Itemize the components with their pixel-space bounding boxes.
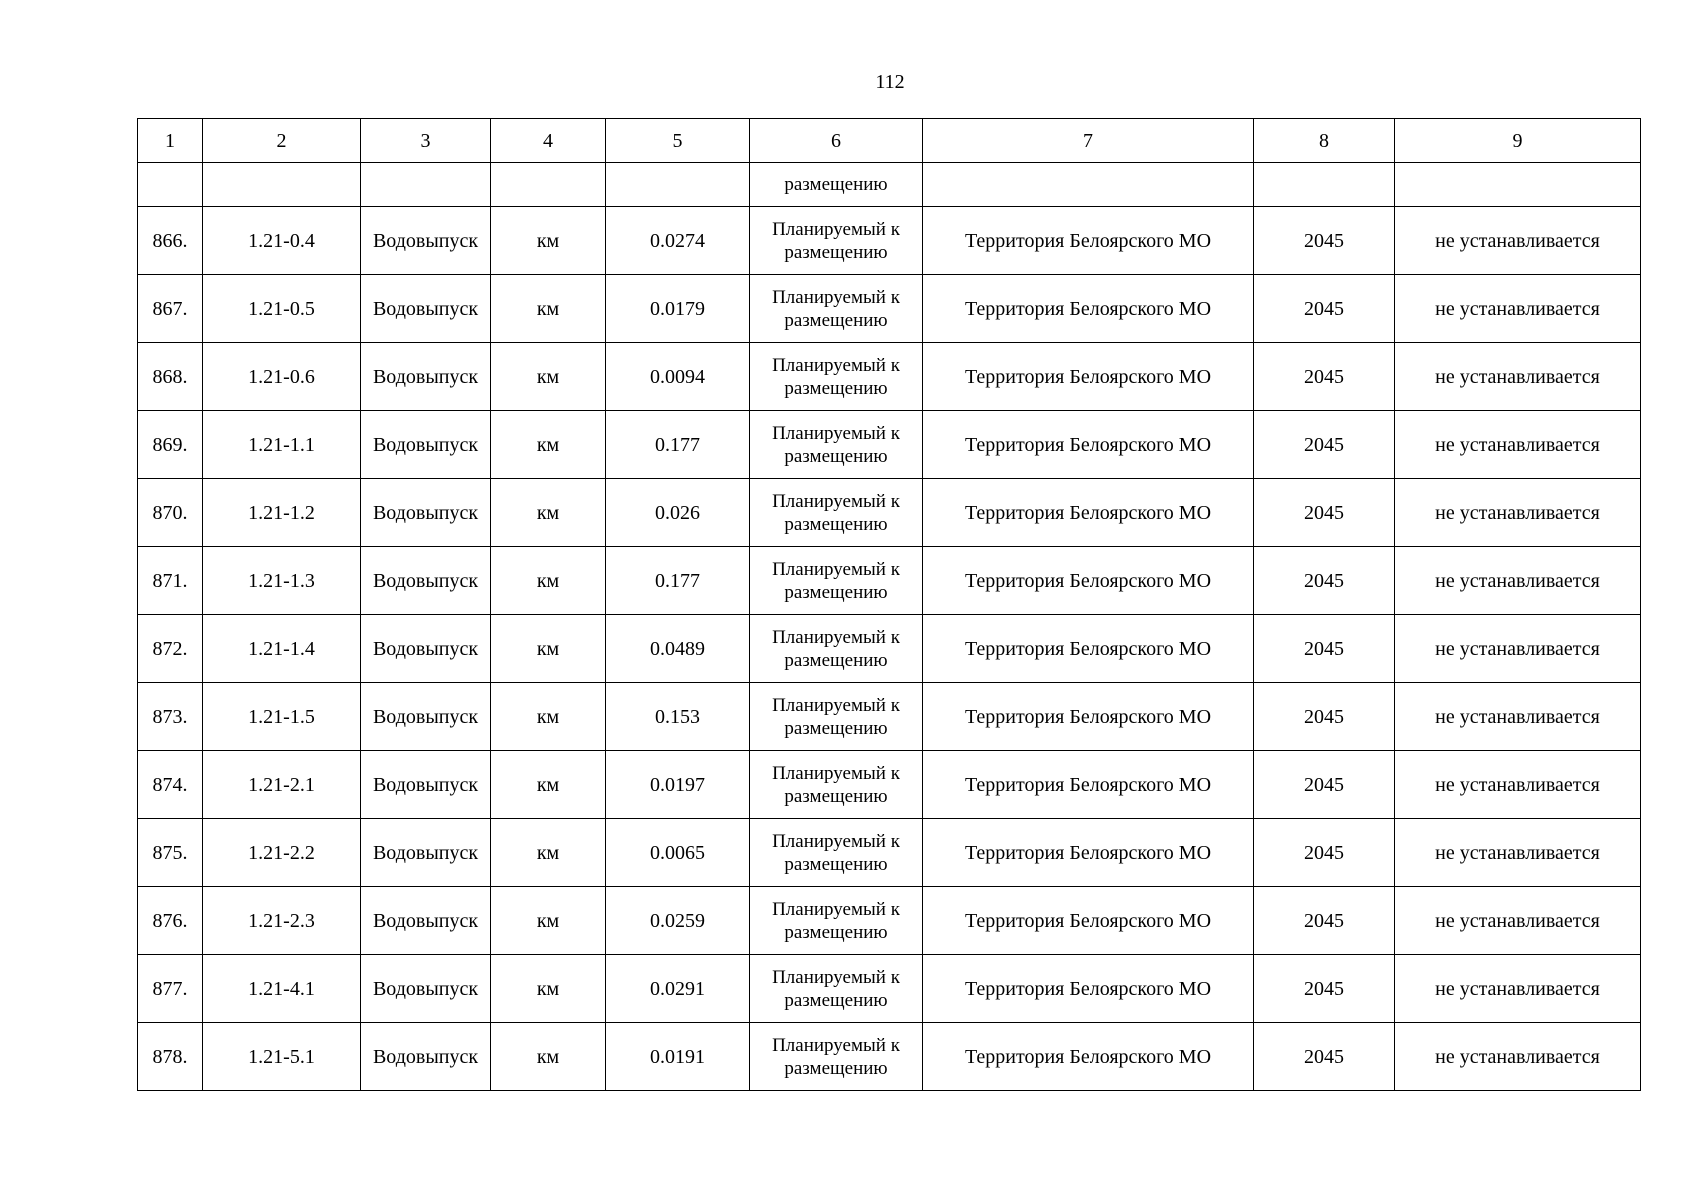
zone-cell: не устанавливается xyxy=(1395,683,1641,751)
year-cell: 2045 xyxy=(1254,819,1395,887)
location-cell: Территория Белоярского МО xyxy=(923,343,1254,411)
status-cell: Планируемый к размещению xyxy=(750,479,923,547)
year-cell: 2045 xyxy=(1254,683,1395,751)
code-cell: 1.21-5.1 xyxy=(203,1023,361,1091)
unit-cell: км xyxy=(491,683,606,751)
status-cell: Планируемый к размещению xyxy=(750,955,923,1023)
table-cell xyxy=(1395,163,1641,207)
column-number: 6 xyxy=(750,119,923,163)
year-cell: 2045 xyxy=(1254,547,1395,615)
zone-cell: не устанавливается xyxy=(1395,411,1641,479)
code-cell: 1.21-0.6 xyxy=(203,343,361,411)
year-cell: 2045 xyxy=(1254,615,1395,683)
table-row xyxy=(138,615,1641,683)
location-cell: Территория Белоярского МО xyxy=(923,955,1254,1023)
year-cell: 2045 xyxy=(1254,751,1395,819)
page-number: 112 xyxy=(875,71,905,93)
zone-cell: не устанавливается xyxy=(1395,615,1641,683)
object-name-cell: Водовыпуск xyxy=(361,887,491,955)
year-cell: 2045 xyxy=(1254,479,1395,547)
table-row xyxy=(138,751,1641,819)
status-cell: Планируемый к размещению xyxy=(750,887,923,955)
object-name-cell: Водовыпуск xyxy=(361,207,491,275)
status-cell: Планируемый к размещению xyxy=(750,1023,923,1091)
code-cell: 1.21-4.1 xyxy=(203,955,361,1023)
column-number: 8 xyxy=(1254,119,1395,163)
value-cell: 0.0191 xyxy=(606,1023,750,1091)
unit-cell: км xyxy=(491,615,606,683)
unit-cell: км xyxy=(491,1023,606,1091)
value-cell: 0.0065 xyxy=(606,819,750,887)
code-cell: 1.21-1.4 xyxy=(203,615,361,683)
value-cell: 0.0197 xyxy=(606,751,750,819)
unit-cell: км xyxy=(491,887,606,955)
table-row xyxy=(138,343,1641,411)
row-number-cell: 869. xyxy=(138,411,203,479)
year-cell: 2045 xyxy=(1254,343,1395,411)
object-name-cell: Водовыпуск xyxy=(361,275,491,343)
row-number-cell: 866. xyxy=(138,207,203,275)
value-cell: 0.177 xyxy=(606,547,750,615)
location-cell: Территория Белоярского МО xyxy=(923,411,1254,479)
zone-cell: не устанавливается xyxy=(1395,1023,1641,1091)
object-name-cell: Водовыпуск xyxy=(361,411,491,479)
table-row xyxy=(138,1023,1641,1091)
status-cell: Планируемый к размещению xyxy=(750,819,923,887)
value-cell: 0.026 xyxy=(606,479,750,547)
location-cell: Территория Белоярского МО xyxy=(923,615,1254,683)
location-cell: Территория Белоярского МО xyxy=(923,275,1254,343)
table-cell xyxy=(923,163,1254,207)
row-number-cell: 870. xyxy=(138,479,203,547)
status-cell: Планируемый к размещению xyxy=(750,207,923,275)
code-cell: 1.21-0.4 xyxy=(203,207,361,275)
row-number-cell: 871. xyxy=(138,547,203,615)
object-name-cell: Водовыпуск xyxy=(361,343,491,411)
code-cell: 1.21-2.3 xyxy=(203,887,361,955)
column-number: 7 xyxy=(923,119,1254,163)
code-cell: 1.21-2.2 xyxy=(203,819,361,887)
status-cell: Планируемый к размещению xyxy=(750,343,923,411)
unit-cell: км xyxy=(491,343,606,411)
zone-cell: не устанавливается xyxy=(1395,751,1641,819)
table-cell xyxy=(361,163,491,207)
zone-cell: не устанавливается xyxy=(1395,887,1641,955)
value-cell: 0.177 xyxy=(606,411,750,479)
location-cell: Территория Белоярского МО xyxy=(923,207,1254,275)
zone-cell: не устанавливается xyxy=(1395,207,1641,275)
table-row xyxy=(138,683,1641,751)
table-row xyxy=(138,411,1641,479)
object-name-cell: Водовыпуск xyxy=(361,819,491,887)
table-cell xyxy=(203,163,361,207)
unit-cell: км xyxy=(491,819,606,887)
column-number: 9 xyxy=(1395,119,1641,163)
column-number: 2 xyxy=(203,119,361,163)
object-name-cell: Водовыпуск xyxy=(361,955,491,1023)
table-row xyxy=(138,275,1641,343)
zone-cell: не устанавливается xyxy=(1395,479,1641,547)
row-number-cell: 874. xyxy=(138,751,203,819)
column-number: 5 xyxy=(606,119,750,163)
code-cell: 1.21-1.3 xyxy=(203,547,361,615)
unit-cell: км xyxy=(491,751,606,819)
status-cell: Планируемый к размещению xyxy=(750,683,923,751)
code-cell: 1.21-2.1 xyxy=(203,751,361,819)
year-cell: 2045 xyxy=(1254,955,1395,1023)
location-cell: Территория Белоярского МО xyxy=(923,1023,1254,1091)
status-cell: Планируемый к размещению xyxy=(750,411,923,479)
row-number-cell: 876. xyxy=(138,887,203,955)
value-cell: 0.153 xyxy=(606,683,750,751)
table-cell xyxy=(606,163,750,207)
code-cell: 1.21-1.2 xyxy=(203,479,361,547)
zone-cell: не устанавливается xyxy=(1395,275,1641,343)
location-cell: Территория Белоярского МО xyxy=(923,751,1254,819)
column-number: 1 xyxy=(138,119,203,163)
column-number-row xyxy=(138,119,1641,163)
zone-cell: не устанавливается xyxy=(1395,819,1641,887)
table-row xyxy=(138,955,1641,1023)
location-cell: Территория Белоярского МО xyxy=(923,683,1254,751)
status-cell: Планируемый к размещению xyxy=(750,615,923,683)
column-number: 3 xyxy=(361,119,491,163)
table-body xyxy=(138,119,1641,1091)
object-name-cell: Водовыпуск xyxy=(361,479,491,547)
value-cell: 0.0489 xyxy=(606,615,750,683)
unit-cell: км xyxy=(491,207,606,275)
row-number-cell: 877. xyxy=(138,955,203,1023)
status-cell: Планируемый к размещению xyxy=(750,547,923,615)
location-cell: Территория Белоярского МО xyxy=(923,479,1254,547)
unit-cell: км xyxy=(491,955,606,1023)
row-number-cell: 872. xyxy=(138,615,203,683)
row-number-cell: 878. xyxy=(138,1023,203,1091)
row-number-cell: 868. xyxy=(138,343,203,411)
status-cell: Планируемый к размещению xyxy=(750,751,923,819)
table-cell xyxy=(138,163,203,207)
row-number-cell: 873. xyxy=(138,683,203,751)
table-row xyxy=(138,547,1641,615)
table-cell xyxy=(491,163,606,207)
table-cell xyxy=(1254,163,1395,207)
object-name-cell: Водовыпуск xyxy=(361,615,491,683)
object-name-cell: Водовыпуск xyxy=(361,547,491,615)
year-cell: 2045 xyxy=(1254,1023,1395,1091)
zone-cell: не устанавливается xyxy=(1395,955,1641,1023)
value-cell: 0.0291 xyxy=(606,955,750,1023)
continuation-row xyxy=(138,163,1641,207)
year-cell: 2045 xyxy=(1254,411,1395,479)
table-row xyxy=(138,207,1641,275)
value-cell: 0.0094 xyxy=(606,343,750,411)
code-cell: 1.21-0.5 xyxy=(203,275,361,343)
year-cell: 2045 xyxy=(1254,207,1395,275)
unit-cell: км xyxy=(491,479,606,547)
zone-cell: не устанавливается xyxy=(1395,343,1641,411)
value-cell: 0.0274 xyxy=(606,207,750,275)
row-number-cell: 867. xyxy=(138,275,203,343)
status-cell: Планируемый к размещению xyxy=(750,275,923,343)
row-number-cell: 875. xyxy=(138,819,203,887)
year-cell: 2045 xyxy=(1254,887,1395,955)
location-cell: Территория Белоярского МО xyxy=(923,819,1254,887)
objects-table xyxy=(137,118,1641,1091)
code-cell: 1.21-1.5 xyxy=(203,683,361,751)
table-cell: размещению xyxy=(750,163,923,207)
unit-cell: км xyxy=(491,547,606,615)
table-row xyxy=(138,819,1641,887)
location-cell: Территория Белоярского МО xyxy=(923,887,1254,955)
unit-cell: км xyxy=(491,275,606,343)
year-cell: 2045 xyxy=(1254,275,1395,343)
unit-cell: км xyxy=(491,411,606,479)
column-number: 4 xyxy=(491,119,606,163)
table-row xyxy=(138,887,1641,955)
table-row xyxy=(138,479,1641,547)
code-cell: 1.21-1.1 xyxy=(203,411,361,479)
object-name-cell: Водовыпуск xyxy=(361,751,491,819)
value-cell: 0.0259 xyxy=(606,887,750,955)
value-cell: 0.0179 xyxy=(606,275,750,343)
object-name-cell: Водовыпуск xyxy=(361,1023,491,1091)
zone-cell: не устанавливается xyxy=(1395,547,1641,615)
object-name-cell: Водовыпуск xyxy=(361,683,491,751)
location-cell: Территория Белоярского МО xyxy=(923,547,1254,615)
